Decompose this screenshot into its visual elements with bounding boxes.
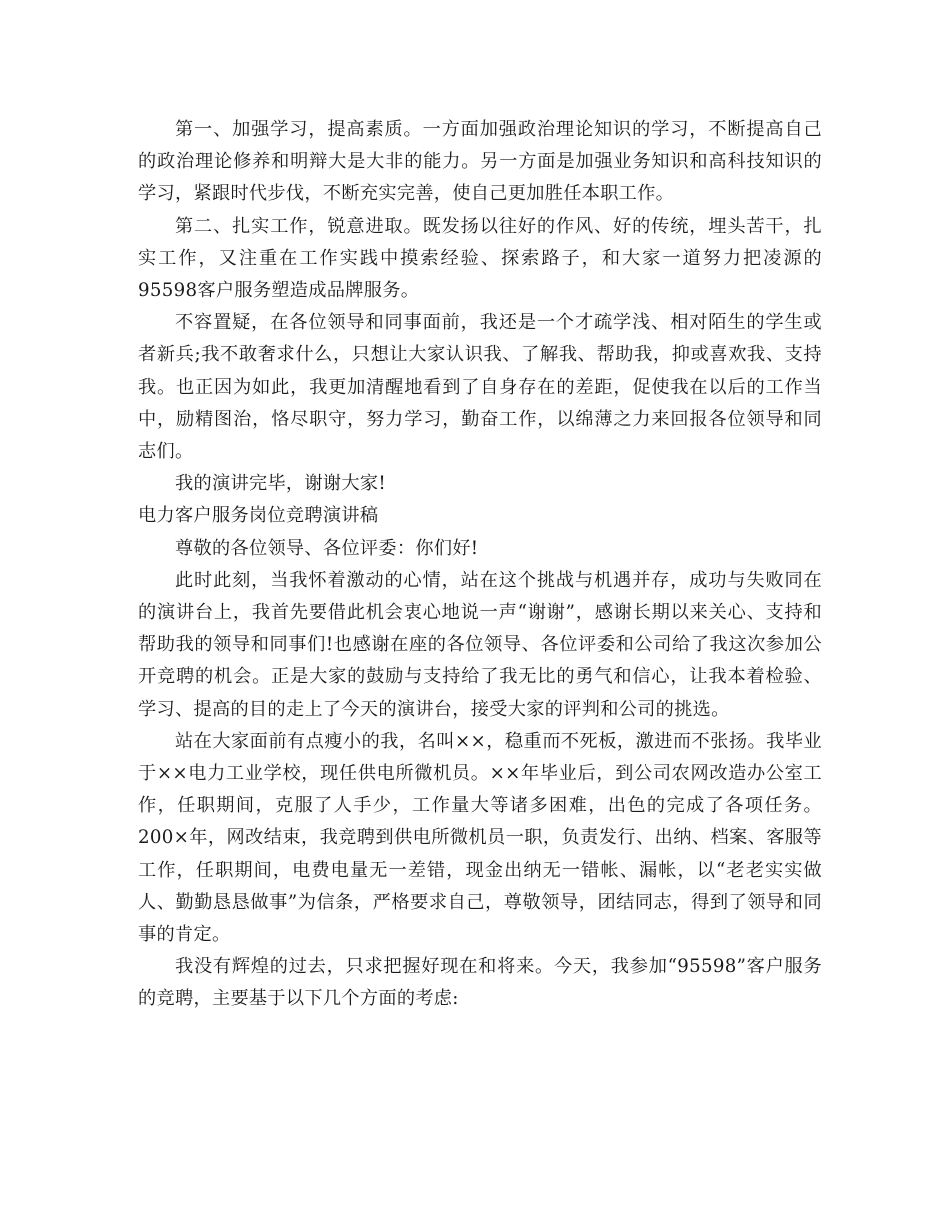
paragraph-introduction: 站在大家面前有点瘦小的我，名叫××，稳重而不死板，激进而不张扬。我毕业于××电力工业学校，现任供电所微机员。××年毕业后，到公司农网改造办公室工作，任职期间，克服了人手少，工作量大等诸多困难，出色的完成了各项任务。200×年，网改结束，我竞聘到供电所微机员一职，负责发行、出纳、档案、客服等工作，任职期间，电费电量无一差错，现金出纳无一错帐、漏帐，以“老老实实做人、勤勤恳恳做事”为信条，严格要求自己，尊敬领导，团结同志，得到了领导和同事的肯定。 <box>138 730 822 946</box>
paragraph-study: 第一、加强学习，提高素质。一方面加强政治理论知识的学习，不断提高自己的政治理论修养和明辩大是大非的能力。另一方面是加强业务知识和高科技知识的学习，紧跟时代步伐，不断充实完善，使自己更加胜任本职工作。 <box>138 119 822 205</box>
paragraph-closing: 我的演讲完毕，谢谢大家! <box>175 473 386 495</box>
paragraph-greeting: 尊敬的各位领导、各位评委：你们好! <box>175 537 479 559</box>
speech-title: 电力客户服务岗位竞聘演讲稿 <box>138 505 379 527</box>
paragraph-humility: 不容置疑，在各位领导和同事面前，我还是一个才疏学浅、相对陌生的学生或者新兵;我不敢奢求什么，只想让大家认识我、了解我、帮助我，抑或喜欢我、支持我。也正因为如此，我更加清醒地看到了自身存在的差距，促使我在以后的工作当中，励精图治，恪尽职守，努力学习，勤奋工作，以绵薄之力来回报各位领导和同志们。 <box>138 312 822 463</box>
paragraph-work: 第二、扎实工作，锐意进取。既发扬以往好的作风、好的传统，埋头苦干，扎实工作，又注重在工作实践中摸索经验、探索路子，和大家一道努力把凌源的95598客户服务塑造成品牌服务。 <box>138 215 822 302</box>
paragraph-thanks: 此时此刻，当我怀着激动的心情，站在这个挑战与机遇并存，成功与失败同在的演讲台上，我首先要借此机会衷心地说一声“谢谢”，感谢长期以来关心、支持和帮助我的领导和同事们!也感谢在座的各位领导、各位评委和公司给了我这次参加公开竞聘的机会。正是大家的鼓励与支持给了我无比的勇气和信心，让我本着检验、学习、提高的目的走上了今天的演讲台，接受大家的评判和公司的挑选。 <box>138 569 822 720</box>
paragraph-motivation: 我没有辉煌的过去，只求把握好现在和将来。今天，我参加“95598”客户服务的竞聘，主要基于以下几个方面的考虑: <box>138 956 822 1010</box>
document-body <box>138 114 822 1016</box>
